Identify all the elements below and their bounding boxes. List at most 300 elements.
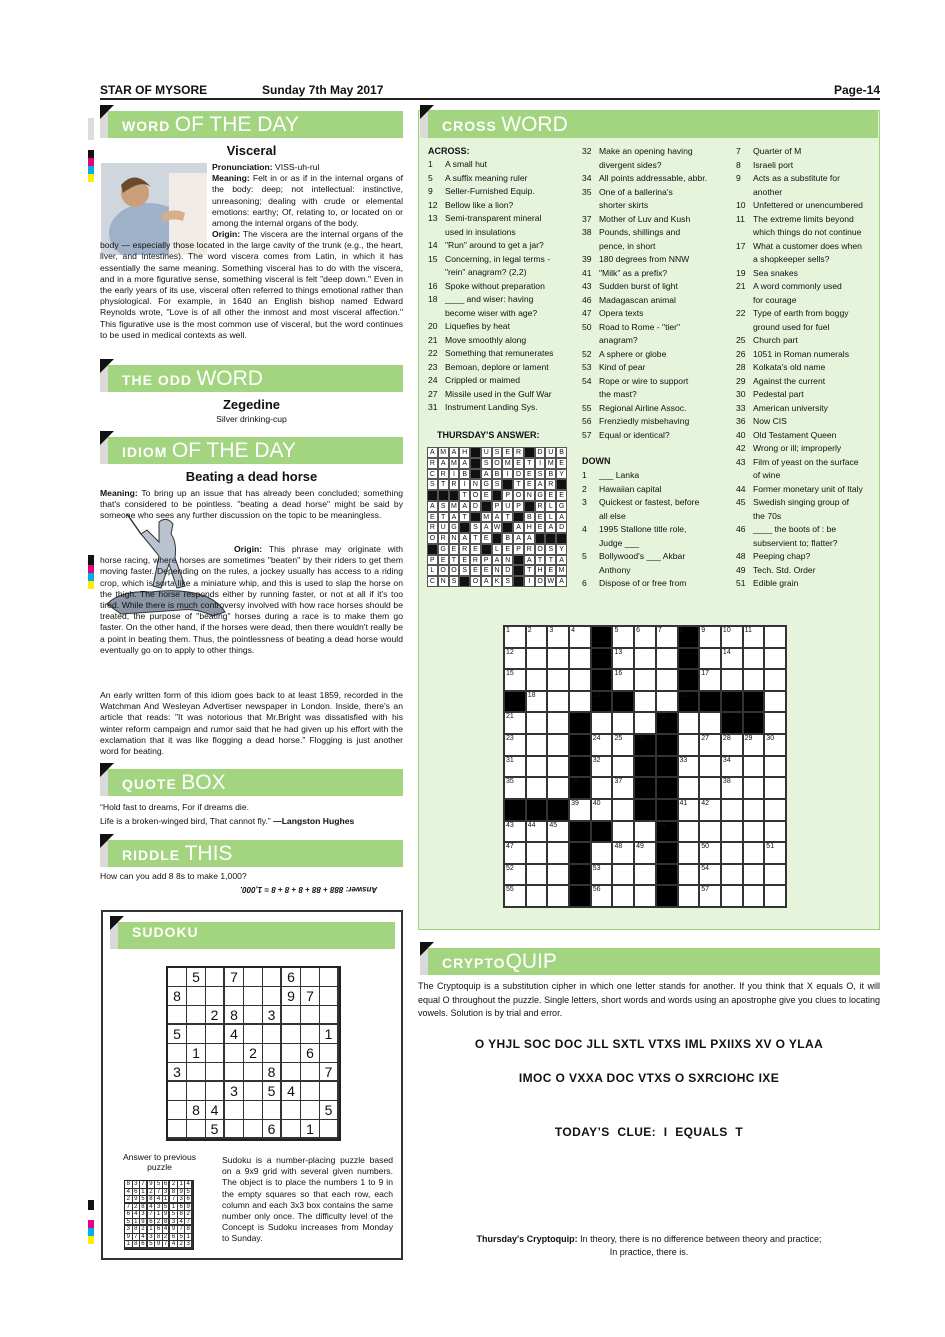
word-meaning: Felt in or as if in the internal organs of the body: deep; not intellectual: instinctive, unreasoning; dealing with crude or elemental emotions: earthy; Of, relating to, or located on or among the internal organs of the body. bbox=[212, 173, 403, 229]
clue-text: Hawaiian capital bbox=[599, 483, 662, 494]
sudoku-cell[interactable] bbox=[225, 1063, 244, 1082]
sudoku-cell[interactable] bbox=[168, 968, 187, 987]
crossword-cell[interactable] bbox=[721, 756, 743, 778]
crossword-cell[interactable] bbox=[504, 691, 526, 713]
crossword-cell[interactable] bbox=[699, 799, 721, 821]
answer-cell: R bbox=[438, 469, 449, 480]
crossword-cell[interactable] bbox=[656, 669, 678, 691]
answer-cell: Y bbox=[556, 544, 567, 555]
crossword-cell[interactable] bbox=[678, 777, 700, 799]
crossword-cell[interactable] bbox=[699, 712, 721, 734]
clue-text: subservient to; flatter? bbox=[753, 537, 838, 548]
sudoku-cell[interactable] bbox=[206, 987, 225, 1006]
crossword-cell[interactable] bbox=[656, 734, 678, 756]
clue-text: Madagascan animal bbox=[599, 294, 676, 305]
crossword-cell[interactable] bbox=[569, 669, 591, 691]
crossword-cell[interactable] bbox=[591, 842, 613, 864]
crossword-cell[interactable] bbox=[743, 691, 765, 713]
answer-cell: 9 bbox=[170, 1226, 178, 1234]
crossword-cell[interactable] bbox=[656, 648, 678, 670]
answer-cell: I bbox=[502, 469, 513, 480]
crossword-cell[interactable] bbox=[569, 842, 591, 864]
sudoku-cell[interactable]: 8 bbox=[263, 1063, 282, 1082]
crossword-cell[interactable] bbox=[721, 799, 743, 821]
crossword-cell[interactable] bbox=[764, 821, 786, 843]
crossword-cell[interactable] bbox=[699, 626, 721, 648]
crossword-cell[interactable] bbox=[591, 712, 613, 734]
crossword-cell[interactable] bbox=[591, 756, 613, 778]
answer-cell: T bbox=[438, 479, 449, 490]
crossword-cell[interactable] bbox=[569, 864, 591, 886]
crossword-cell[interactable] bbox=[699, 864, 721, 886]
clue-number: 20 bbox=[428, 321, 438, 331]
sudoku-cell[interactable] bbox=[301, 1101, 320, 1120]
sudoku-cell[interactable]: 5 bbox=[206, 1120, 225, 1139]
sudoku-cell[interactable] bbox=[225, 1101, 244, 1120]
crossword-cell[interactable] bbox=[634, 799, 656, 821]
crossword-cell[interactable] bbox=[699, 691, 721, 713]
sudoku-cell[interactable] bbox=[206, 1044, 225, 1063]
crossword-cell[interactable] bbox=[526, 669, 548, 691]
crossword-cell[interactable] bbox=[591, 799, 613, 821]
sudoku-cell[interactable]: 6 bbox=[301, 1044, 320, 1063]
sudoku-cell[interactable] bbox=[263, 1044, 282, 1063]
crossword-cell[interactable] bbox=[721, 864, 743, 886]
crossword-cell[interactable] bbox=[526, 799, 548, 821]
crossword-cell[interactable] bbox=[699, 648, 721, 670]
crossword-grid bbox=[503, 625, 787, 908]
crossword-cell[interactable] bbox=[656, 821, 678, 843]
sudoku-cell[interactable]: 9 bbox=[282, 987, 301, 1006]
sudoku-cell[interactable] bbox=[225, 987, 244, 1006]
clue-item bbox=[736, 226, 863, 240]
sudoku-cell[interactable] bbox=[320, 1044, 339, 1063]
crossword-cell[interactable] bbox=[699, 885, 721, 907]
cell-number: 57 bbox=[701, 886, 710, 894]
cell-number: 3 bbox=[549, 627, 554, 634]
crossword-cell[interactable] bbox=[634, 885, 656, 907]
clue-text: Opera texts bbox=[599, 308, 644, 318]
sudoku-cell[interactable] bbox=[244, 1063, 263, 1082]
crossword-cell[interactable] bbox=[569, 756, 591, 778]
crossword-cell[interactable] bbox=[504, 799, 526, 821]
crossword-cell[interactable] bbox=[764, 626, 786, 648]
crossword-cell[interactable] bbox=[678, 712, 700, 734]
crossword-cell[interactable] bbox=[634, 756, 656, 778]
sudoku-cell[interactable] bbox=[168, 1120, 187, 1139]
crossword-cell[interactable] bbox=[504, 885, 526, 907]
crossword-cell[interactable] bbox=[612, 691, 634, 713]
crossword-cell[interactable] bbox=[743, 777, 765, 799]
crossword-cell[interactable] bbox=[764, 669, 786, 691]
crossword-cell[interactable] bbox=[764, 842, 786, 864]
sudoku-cell[interactable] bbox=[187, 1006, 206, 1025]
crossword-cell[interactable] bbox=[591, 669, 613, 691]
clue-item bbox=[736, 402, 863, 416]
crossword-cell[interactable] bbox=[504, 734, 526, 756]
sudoku-cell[interactable] bbox=[187, 987, 206, 1006]
crossword-cell[interactable] bbox=[699, 734, 721, 756]
sudoku-cell[interactable] bbox=[263, 1025, 282, 1044]
answer-cell: R bbox=[470, 555, 481, 566]
crossword-cell[interactable] bbox=[634, 712, 656, 734]
crossword-cell[interactable] bbox=[743, 626, 765, 648]
clue-number: 54 bbox=[582, 375, 592, 386]
crossword-cell[interactable] bbox=[721, 712, 743, 734]
crossword-cell[interactable] bbox=[569, 691, 591, 713]
crossword-cell[interactable] bbox=[526, 756, 548, 778]
answer-cell: E bbox=[524, 479, 535, 490]
crossword-cell[interactable] bbox=[764, 885, 786, 907]
sudoku-cell[interactable] bbox=[320, 1120, 339, 1139]
crossword-cell[interactable] bbox=[612, 756, 634, 778]
crossword-cell[interactable] bbox=[591, 864, 613, 886]
crossword-cell[interactable] bbox=[721, 777, 743, 799]
sudoku-cell[interactable] bbox=[263, 1101, 282, 1120]
crossword-cell[interactable] bbox=[612, 799, 634, 821]
sudoku-cell[interactable] bbox=[320, 968, 339, 987]
crossword-cell[interactable] bbox=[547, 648, 569, 670]
crossword-cell[interactable] bbox=[569, 821, 591, 843]
crossword-cell[interactable] bbox=[721, 821, 743, 843]
crossword-cell[interactable] bbox=[547, 669, 569, 691]
crossword-cell[interactable] bbox=[526, 864, 548, 886]
sudoku-cell[interactable]: 1 bbox=[187, 1044, 206, 1063]
crossword-cell[interactable] bbox=[721, 885, 743, 907]
crossword-cell[interactable] bbox=[656, 885, 678, 907]
crossword-cell[interactable] bbox=[678, 756, 700, 778]
crossword-cell[interactable] bbox=[656, 842, 678, 864]
crossword-cell[interactable] bbox=[591, 691, 613, 713]
crossword-cell[interactable] bbox=[526, 626, 548, 648]
sudoku-cell[interactable] bbox=[282, 1063, 301, 1082]
sudoku-cell[interactable] bbox=[301, 968, 320, 987]
crossword-cell[interactable] bbox=[699, 821, 721, 843]
sudoku-cell[interactable] bbox=[263, 968, 282, 987]
crossword-cell[interactable] bbox=[721, 734, 743, 756]
crossword-cell[interactable] bbox=[678, 648, 700, 670]
crossword-cell[interactable] bbox=[721, 691, 743, 713]
sudoku-cell[interactable]: 5 bbox=[263, 1082, 282, 1101]
crossword-cell[interactable] bbox=[569, 626, 591, 648]
crossword-cell[interactable] bbox=[612, 885, 634, 907]
cryptoquip-intro: The Cryptoquip is a substitution cipher in which one letter stands for another. If you think that X equals O, it will equal O throughout the puzzle. Single letters, short words and words using an apostrophe give you clues to locating vowels. Solution is by trial and error. bbox=[418, 981, 880, 1018]
answer-cell: A bbox=[449, 512, 460, 523]
crossword-cell[interactable] bbox=[547, 885, 569, 907]
sudoku-cell[interactable] bbox=[282, 1044, 301, 1063]
sudoku-cell[interactable] bbox=[244, 968, 263, 987]
clue-number: 15 bbox=[428, 253, 438, 264]
sudoku-cell[interactable]: 7 bbox=[301, 987, 320, 1006]
cell-number: 25 bbox=[614, 735, 623, 743]
crossword-cell[interactable] bbox=[743, 648, 765, 670]
clue-text: of wine bbox=[753, 470, 781, 480]
sudoku-cell[interactable] bbox=[282, 1025, 301, 1044]
sudoku-cell[interactable]: 4 bbox=[225, 1025, 244, 1044]
crossword-cell[interactable] bbox=[547, 626, 569, 648]
crossword-cell[interactable] bbox=[743, 669, 765, 691]
sudoku-cell[interactable]: 8 bbox=[225, 1006, 244, 1025]
crossword-cell[interactable] bbox=[678, 626, 700, 648]
sudoku-cell[interactable] bbox=[244, 987, 263, 1006]
crossword-cell[interactable] bbox=[656, 799, 678, 821]
crossword-cell[interactable] bbox=[743, 799, 765, 821]
crossword-cell[interactable] bbox=[504, 821, 526, 843]
crossword-cell[interactable] bbox=[591, 626, 613, 648]
answer-cell: 1 bbox=[125, 1241, 133, 1249]
crossword-cell[interactable] bbox=[526, 821, 548, 843]
cell-number: 56 bbox=[592, 886, 601, 894]
sudoku-cell[interactable] bbox=[301, 1082, 320, 1101]
answer-cell bbox=[470, 512, 481, 523]
crossword-cell[interactable] bbox=[569, 734, 591, 756]
clue-item bbox=[736, 577, 863, 591]
sudoku-cell[interactable] bbox=[168, 1006, 187, 1025]
crossword-cell[interactable] bbox=[504, 864, 526, 886]
sudoku-cell[interactable]: 2 bbox=[244, 1044, 263, 1063]
crossword-cell[interactable] bbox=[547, 691, 569, 713]
sudoku-cell[interactable] bbox=[206, 1082, 225, 1101]
crossword-cell[interactable] bbox=[591, 734, 613, 756]
sudoku-cell[interactable] bbox=[244, 1082, 263, 1101]
sudoku-cell[interactable] bbox=[301, 1063, 320, 1082]
crossword-cell[interactable] bbox=[743, 756, 765, 778]
sudoku-cell[interactable]: 3 bbox=[168, 1063, 187, 1082]
sudoku-cell[interactable]: 3 bbox=[263, 1006, 282, 1025]
crossword-cell[interactable] bbox=[721, 648, 743, 670]
sudoku-cell[interactable] bbox=[244, 1025, 263, 1044]
sudoku-cell[interactable] bbox=[282, 1120, 301, 1139]
crossword-cell[interactable] bbox=[526, 842, 548, 864]
sudoku-cell[interactable] bbox=[244, 1006, 263, 1025]
sudoku-cell[interactable] bbox=[187, 1082, 206, 1101]
crossword-cell[interactable] bbox=[721, 626, 743, 648]
sudoku-cell[interactable]: 5 bbox=[187, 968, 206, 987]
sudoku-cell[interactable] bbox=[282, 1006, 301, 1025]
crossword-cell[interactable] bbox=[634, 669, 656, 691]
crossword-cell[interactable] bbox=[504, 648, 526, 670]
crossword-cell[interactable] bbox=[699, 777, 721, 799]
clue-text: Unfettered or unencumbered bbox=[753, 200, 863, 210]
crossword-cell[interactable] bbox=[526, 777, 548, 799]
crossword-cell[interactable] bbox=[612, 842, 634, 864]
crossword-cell[interactable] bbox=[547, 799, 569, 821]
crossword-cell[interactable] bbox=[591, 648, 613, 670]
crossword-cell[interactable] bbox=[569, 885, 591, 907]
sudoku-cell[interactable]: 2 bbox=[206, 1006, 225, 1025]
sudoku-cell[interactable]: 7 bbox=[225, 968, 244, 987]
crossword-cell[interactable] bbox=[678, 821, 700, 843]
crossword-cell[interactable] bbox=[743, 885, 765, 907]
sudoku-cell[interactable] bbox=[320, 1082, 339, 1101]
crossword-cell[interactable] bbox=[743, 864, 765, 886]
answer-cell: N bbox=[492, 565, 503, 576]
crossword-cell[interactable] bbox=[678, 864, 700, 886]
sudoku-cell[interactable] bbox=[225, 1120, 244, 1139]
sudoku-cell[interactable] bbox=[320, 1006, 339, 1025]
crossword-cell[interactable] bbox=[634, 864, 656, 886]
answer-cell: 9 bbox=[155, 1241, 163, 1249]
crossword-cell[interactable] bbox=[526, 691, 548, 713]
cell-number: 29 bbox=[744, 735, 753, 743]
crossword-cell[interactable] bbox=[612, 669, 634, 691]
crossword-cell[interactable] bbox=[743, 842, 765, 864]
clue-text: another bbox=[753, 186, 783, 197]
crossword-cell[interactable] bbox=[678, 669, 700, 691]
answer-cell: A bbox=[492, 512, 503, 523]
crossword-cell[interactable] bbox=[612, 821, 634, 843]
sudoku-cell[interactable] bbox=[206, 968, 225, 987]
crossword-cell[interactable] bbox=[721, 842, 743, 864]
sudoku-cell[interactable]: 1 bbox=[301, 1120, 320, 1139]
crossword-cell[interactable] bbox=[504, 669, 526, 691]
crossword-cell[interactable] bbox=[656, 691, 678, 713]
crossword-cell[interactable] bbox=[699, 842, 721, 864]
crossword-cell[interactable] bbox=[721, 669, 743, 691]
crossword-cell[interactable] bbox=[526, 648, 548, 670]
crossword-cell[interactable] bbox=[634, 648, 656, 670]
crossword-cell[interactable] bbox=[764, 777, 786, 799]
crossword-cell[interactable] bbox=[743, 734, 765, 756]
sudoku-cell[interactable]: 4 bbox=[282, 1082, 301, 1101]
crossword-cell[interactable] bbox=[547, 864, 569, 886]
answer-cell: B bbox=[459, 469, 470, 480]
sudoku-cell[interactable] bbox=[244, 1101, 263, 1120]
crossword-cell[interactable] bbox=[547, 734, 569, 756]
sudoku-cell[interactable]: 8 bbox=[187, 1101, 206, 1120]
answer-cell: 4 bbox=[133, 1211, 141, 1219]
answer-cell: T bbox=[524, 458, 535, 469]
sudoku-cell[interactable] bbox=[282, 1101, 301, 1120]
sudoku-cell[interactable] bbox=[187, 1025, 206, 1044]
crossword-cell[interactable] bbox=[569, 712, 591, 734]
answer-cell bbox=[556, 479, 567, 490]
crossword-cell[interactable] bbox=[678, 842, 700, 864]
sudoku-cell[interactable]: 7 bbox=[320, 1063, 339, 1082]
answer-cell: 4 bbox=[163, 1226, 171, 1234]
crossword-cell[interactable] bbox=[634, 626, 656, 648]
cell-number: 14 bbox=[722, 648, 731, 656]
crossword-cell[interactable] bbox=[743, 712, 765, 734]
crossword-cell[interactable] bbox=[634, 821, 656, 843]
clue-item bbox=[736, 159, 863, 173]
crossword-cell[interactable] bbox=[612, 777, 634, 799]
crossword-cell[interactable] bbox=[678, 691, 700, 713]
crossword-cell[interactable] bbox=[526, 885, 548, 907]
clue-number: 5 bbox=[428, 172, 433, 183]
crossword-cell[interactable] bbox=[547, 821, 569, 843]
crossword-cell[interactable] bbox=[504, 756, 526, 778]
crossword-cell[interactable] bbox=[504, 842, 526, 864]
crossword-cell[interactable] bbox=[634, 777, 656, 799]
clue-item bbox=[582, 253, 707, 267]
crossword-cell[interactable] bbox=[656, 777, 678, 799]
crossword-cell[interactable] bbox=[764, 648, 786, 670]
sudoku-cell[interactable]: 6 bbox=[263, 1120, 282, 1139]
sudoku-cell[interactable]: 5 bbox=[320, 1101, 339, 1120]
clue-item bbox=[736, 550, 863, 564]
crossword-cell[interactable] bbox=[591, 821, 613, 843]
crossword-cell[interactable] bbox=[526, 712, 548, 734]
clue-number: 29 bbox=[736, 375, 746, 386]
crossword-cell[interactable] bbox=[699, 669, 721, 691]
sudoku-cell[interactable] bbox=[244, 1120, 263, 1139]
sudoku-cell[interactable] bbox=[320, 987, 339, 1006]
crossword-cell[interactable] bbox=[764, 756, 786, 778]
sudoku-cell[interactable] bbox=[206, 1063, 225, 1082]
crossword-cell[interactable] bbox=[634, 734, 656, 756]
crossword-cell[interactable] bbox=[764, 734, 786, 756]
crossword-cell[interactable] bbox=[504, 712, 526, 734]
sudoku-cell[interactable] bbox=[301, 1006, 320, 1025]
crossword-cell[interactable] bbox=[656, 756, 678, 778]
crossword-cell[interactable] bbox=[504, 777, 526, 799]
crossword-cell[interactable] bbox=[634, 691, 656, 713]
sudoku-cell[interactable] bbox=[168, 1101, 187, 1120]
crossword-cell[interactable] bbox=[612, 626, 634, 648]
crossword-cell[interactable] bbox=[764, 799, 786, 821]
crossword-cell[interactable] bbox=[547, 756, 569, 778]
crossword-cell[interactable] bbox=[504, 626, 526, 648]
sudoku-cell[interactable]: 3 bbox=[225, 1082, 244, 1101]
crossword-cell[interactable] bbox=[526, 734, 548, 756]
sudoku-cell[interactable]: 5 bbox=[168, 1025, 187, 1044]
sudoku-cell[interactable] bbox=[263, 987, 282, 1006]
sudoku-cell[interactable]: 6 bbox=[282, 968, 301, 987]
crossword-cell[interactable] bbox=[678, 799, 700, 821]
crossword-cell[interactable] bbox=[612, 648, 634, 670]
sudoku-cell[interactable] bbox=[168, 1082, 187, 1101]
crossword-cell[interactable] bbox=[656, 626, 678, 648]
crossword-cell[interactable] bbox=[764, 712, 786, 734]
crossword-cell[interactable] bbox=[591, 777, 613, 799]
crossword-cell[interactable] bbox=[699, 756, 721, 778]
sudoku-cell[interactable] bbox=[187, 1120, 206, 1139]
answer-cell: 3 bbox=[170, 1219, 178, 1227]
sudoku-cell[interactable] bbox=[187, 1063, 206, 1082]
crossword-cell[interactable] bbox=[764, 864, 786, 886]
sudoku-cell[interactable] bbox=[206, 1025, 225, 1044]
crossword-cell[interactable] bbox=[678, 734, 700, 756]
crossword-cell[interactable] bbox=[547, 712, 569, 734]
crossword-cell[interactable] bbox=[547, 777, 569, 799]
crossword-cell[interactable] bbox=[547, 842, 569, 864]
crossword-cell[interactable] bbox=[678, 885, 700, 907]
sudoku-cell[interactable]: 4 bbox=[206, 1101, 225, 1120]
crossword-cell[interactable] bbox=[656, 712, 678, 734]
crossword-cell[interactable] bbox=[656, 864, 678, 886]
crossword-cell[interactable] bbox=[612, 734, 634, 756]
pronunciation: VISS-uh-rul bbox=[275, 162, 320, 172]
clue-item bbox=[428, 239, 553, 253]
sudoku-cell[interactable] bbox=[301, 1025, 320, 1044]
crossword-cell[interactable] bbox=[764, 691, 786, 713]
crossword-cell[interactable] bbox=[569, 648, 591, 670]
crossword-cell[interactable] bbox=[569, 777, 591, 799]
crossword-cell[interactable] bbox=[612, 712, 634, 734]
crossword-cell[interactable] bbox=[591, 885, 613, 907]
crossword-cell[interactable] bbox=[569, 799, 591, 821]
answer-cell: E bbox=[470, 565, 481, 576]
crossword-cell[interactable] bbox=[634, 842, 656, 864]
sudoku-cell[interactable] bbox=[225, 1044, 244, 1063]
sudoku-cell[interactable] bbox=[168, 1044, 187, 1063]
crossword-cell[interactable] bbox=[612, 864, 634, 886]
sudoku-cell[interactable]: 1 bbox=[320, 1025, 339, 1044]
sudoku-cell[interactable]: 8 bbox=[168, 987, 187, 1006]
crossword-cell[interactable] bbox=[743, 821, 765, 843]
clue-item bbox=[736, 523, 863, 537]
